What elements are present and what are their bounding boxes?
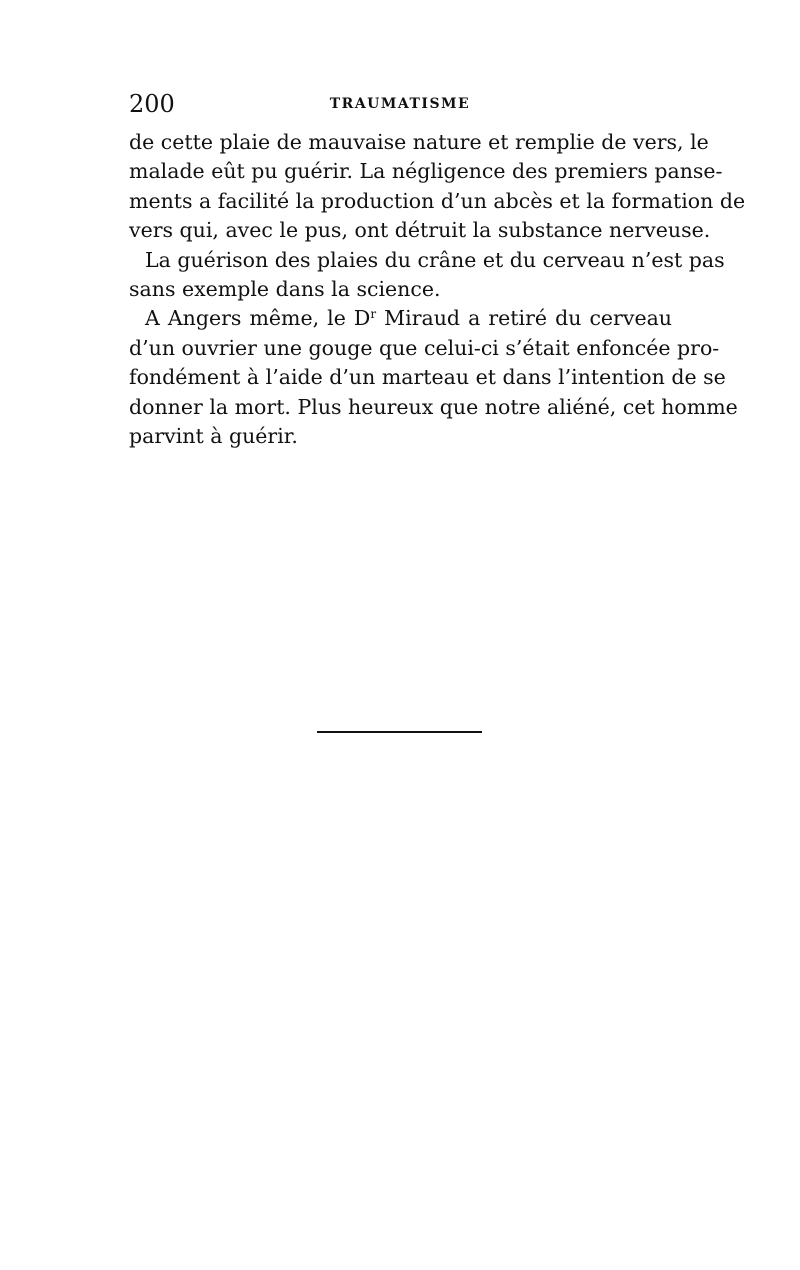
text-line: ments a facilité la production d’un abcès et la formation de [129, 188, 746, 213]
body-text [129, 128, 746, 451]
text-fragment: A Angers même, le D [145, 306, 371, 331]
text-line [129, 304, 672, 333]
paragraph-3 [129, 304, 738, 451]
text-line: donner la mort. Plus heureux que notre aliéné, cet homme [129, 394, 738, 419]
text-line: sans exemple dans la science. [129, 277, 441, 302]
end-rule [317, 731, 482, 733]
superscript: r [370, 307, 377, 322]
text-fragment: Miraud a retiré du cerveau [376, 306, 672, 331]
paragraph-1 [129, 128, 746, 246]
text-line: parvint à guérir. [129, 424, 298, 449]
paragraph-2 [129, 246, 725, 305]
text-line: fondément à l’aide d’un marteau et dans l’intention de se [129, 365, 726, 390]
text-line: de cette plaie de mauvaise nature et remplie de vers, le [129, 130, 709, 154]
text-line: vers qui, avec le pus, ont détruit la substance nerveuse. [129, 218, 711, 243]
text-line: La guérison des plaies du crâne et du cerveau n’est pas [145, 247, 725, 272]
page-number: 200 [129, 90, 175, 118]
running-head: TRAUMATISME [329, 96, 471, 112]
text-line: d’un ouvrier une gouge que celui-ci s’était enfoncée pro- [129, 335, 720, 360]
text-line: malade eût pu guérir. La négligence des premiers panse- [129, 159, 723, 184]
